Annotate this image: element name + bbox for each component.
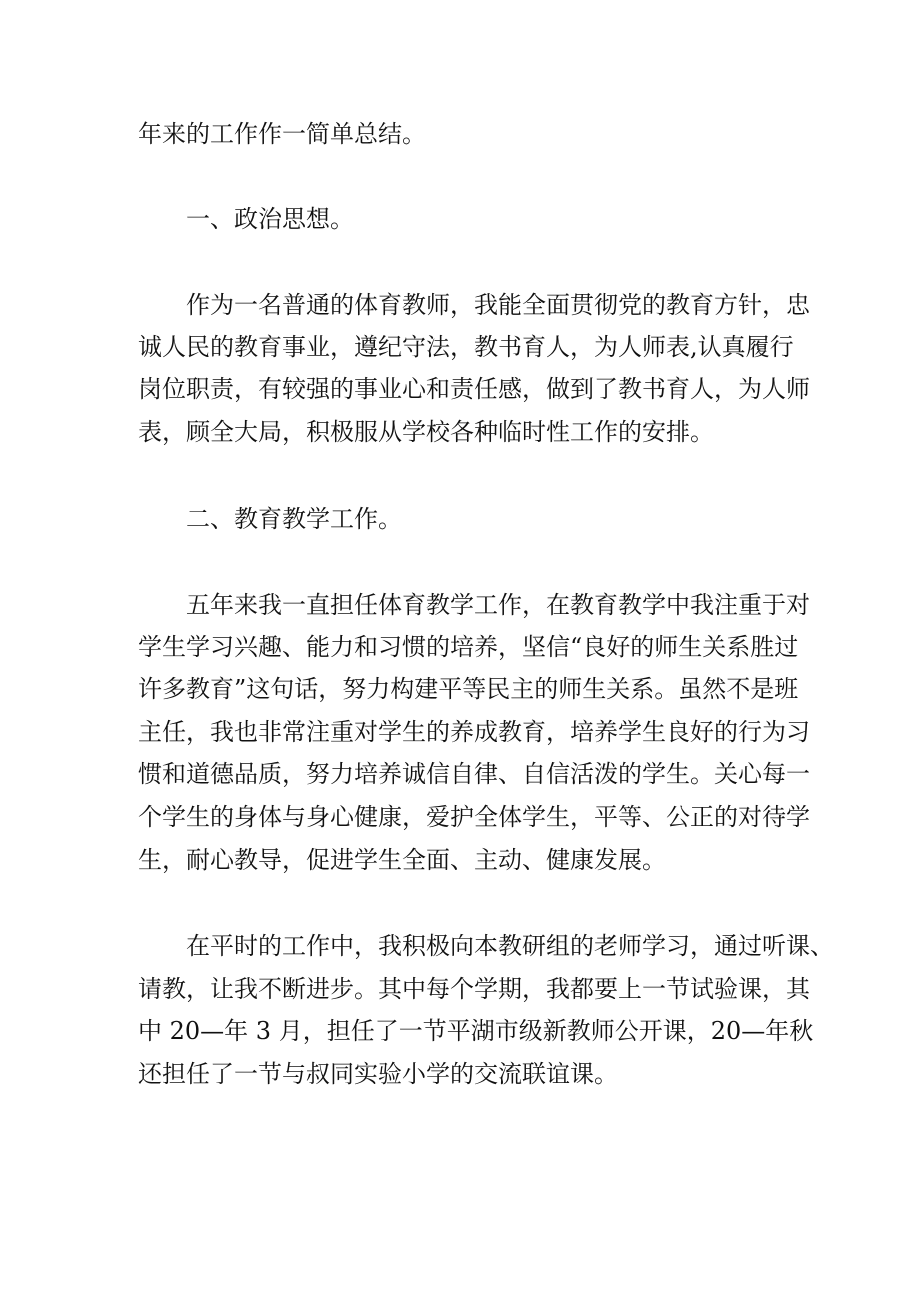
section-heading-politics: 一、政治思想。 — [186, 205, 354, 233]
paragraph-line: 五年来我一直担任体育教学工作，在教育教学中我注重于对 — [186, 591, 810, 619]
paragraph-line: 生，耐心教导，促进学生全面、主动、健康发展。 — [138, 846, 666, 874]
paragraph-line: 还担任了一节与叔同实验小学的交流联谊课。 — [138, 1060, 618, 1088]
paragraph-line: 在平时的工作中，我积极向本教研组的老师学习，通过听课、 — [186, 932, 834, 960]
paragraph-line: 诚人民的教育事业，遵纪守法，教书育人，为人师表,认真履行 — [138, 333, 794, 361]
paragraph-line: 作为一名普通的体育教师，我能全面贯彻党的教育方针，忠 — [186, 291, 810, 319]
paragraph-line: 惯和道德品质，努力培养诚信自律、自信活泼的学生。关心每一 — [138, 760, 810, 788]
paragraph-line: 岗位职责，有较强的事业心和责任感，做到了教书育人，为人师 — [138, 375, 810, 403]
paragraph-line: 许多教育”这句话，努力构建平等民主的师生关系。虽然不是班 — [138, 675, 799, 703]
paragraph-line: 个学生的身体与身心健康，爱护全体学生，平等、公正的对待学 — [138, 803, 810, 831]
paragraph-line: 中 20—年 3 月，担任了一节平湖市级新教师公开课，20—年秋 — [138, 1017, 814, 1045]
intro-text-line: 年来的工作作一简单总结。 — [138, 120, 426, 148]
section-heading-teaching: 二、教育教学工作。 — [186, 505, 402, 533]
paragraph-line: 主任，我也非常注重对学生的养成教育，培养学生良好的行为习 — [138, 718, 810, 746]
paragraph-line: 请教，让我不断进步。其中每个学期，我都要上一节试验课，其 — [138, 975, 810, 1003]
paragraph-line: 表，顾全大局，积极服从学校各种临时性工作的安排。 — [138, 418, 714, 446]
paragraph-line: 学生学习兴趣、能力和习惯的培养，坚信“良好的师生关系胜过 — [138, 633, 799, 661]
